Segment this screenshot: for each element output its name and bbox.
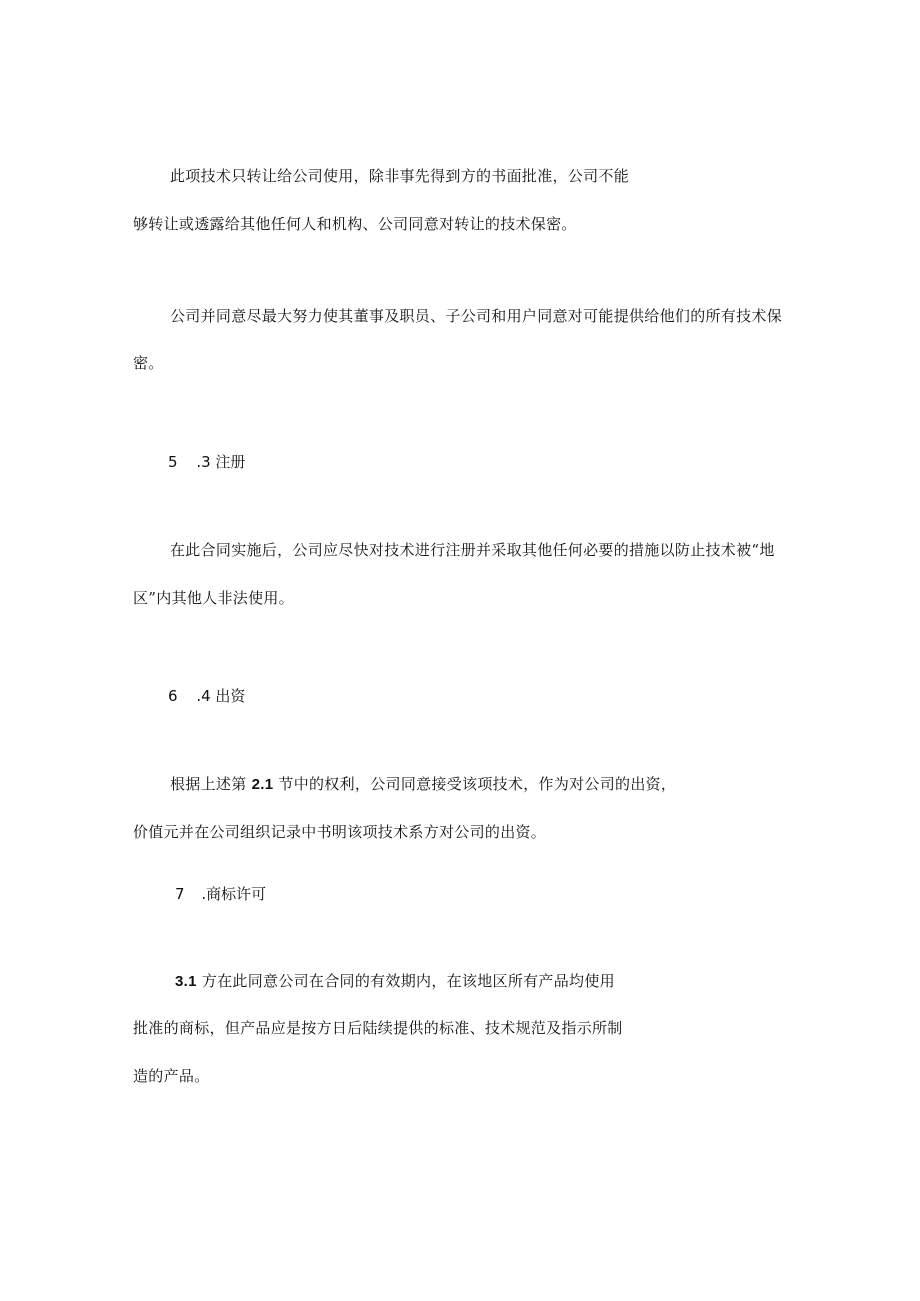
paragraph-1-line-2: 够转让或透露给其他任何人和机构、公司同意对转让的技术保密。 xyxy=(133,215,577,233)
paragraph-3-line-1: 在此合同实施后，公司应尽快对技术进行注册并采取其他任何必要的措施以防止技术被“地 xyxy=(170,541,775,559)
paragraph-4-line-1 xyxy=(170,774,676,795)
paragraph-2-line-2: 密。 xyxy=(133,354,164,372)
section-heading-5-3 xyxy=(168,452,245,472)
section-heading-6-4 xyxy=(168,686,245,706)
section-number: 6 xyxy=(168,687,178,705)
section-title: .商标许可 xyxy=(201,885,267,903)
section-title: .4 出资 xyxy=(196,687,246,705)
paragraph-4-prefix: 根据上述第 xyxy=(170,775,252,793)
paragraph-5-line-2: 批准的商标，但产品应是按方日后陆续提供的标准、技术规范及指示所制 xyxy=(133,1019,623,1037)
paragraph-2-line-1: 公司并同意尽最大努力使其董事及职员、子公司和用户同意对可能提供给他们的所有技术保 xyxy=(170,307,783,325)
clause-number: 3.1 xyxy=(175,973,197,990)
paragraph-5-line-1 xyxy=(175,971,615,992)
section-heading-7 xyxy=(175,884,266,904)
paragraph-1-line-1: 此项技术只转让给公司使用，除非事先得到方的书面批准，公司不能 xyxy=(170,167,630,185)
paragraph-4-line-2: 价值元并在公司组织记录中书明该项技术系方对公司的出资。 xyxy=(133,823,547,841)
paragraph-3-line-2: 区”内其他人非法使用。 xyxy=(133,589,294,607)
section-number: 5 xyxy=(168,453,178,471)
section-reference: 2.1 xyxy=(251,776,274,793)
section-title: .3 注册 xyxy=(196,453,246,471)
paragraph-5-line-1-text: 方在此同意公司在合同的有效期内，在该地区所有产品均使用 xyxy=(196,972,615,990)
paragraph-4-suffix: 节中的权利，公司同意接受该项技术，作为对公司的出资， xyxy=(273,775,677,793)
paragraph-5-line-3: 造的产品。 xyxy=(133,1067,210,1085)
section-number: 7 xyxy=(175,885,185,903)
